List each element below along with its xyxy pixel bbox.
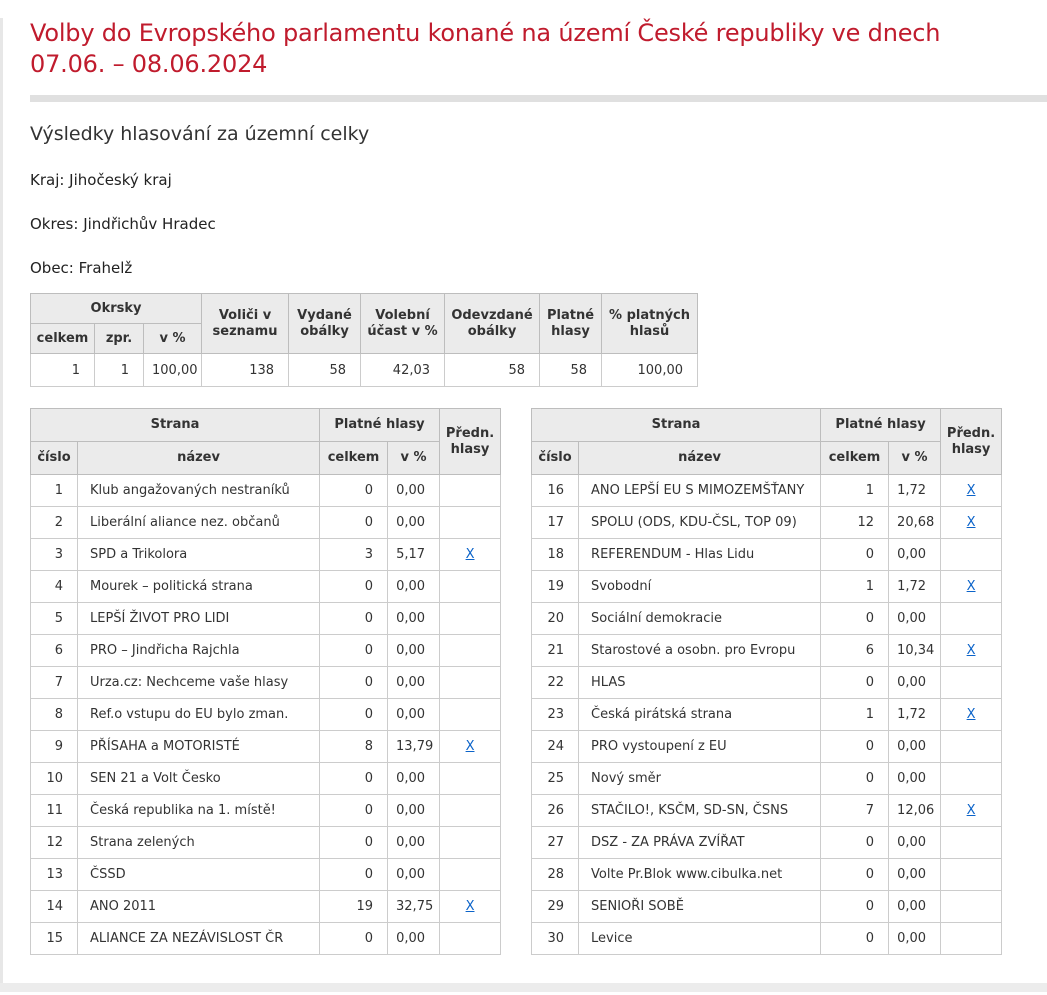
party-number-cell: 22 [532,667,579,699]
party-pct-cell: 0,00 [889,731,941,763]
party-pct-cell: 0,00 [889,763,941,795]
party-name-cell: ANO 2011 [78,891,320,923]
party-name-cell: ALIANCE ZA NEZÁVISLOST ČR [78,923,320,955]
cislo-header: číslo [532,442,579,475]
party-row [31,699,501,731]
preferential-votes-link[interactable]: X [966,707,976,722]
party-pref-cell [941,731,1002,763]
party-pct-cell: 0,00 [889,859,941,891]
okrsky-group-header: Okrsky [31,294,202,324]
party-row [532,763,1002,795]
party-number-cell: 25 [532,763,579,795]
title-divider [30,95,1047,102]
party-pref-cell [440,923,501,955]
volici-v-seznamu-value: 138 [202,354,289,387]
preferential-votes-link[interactable]: X [966,579,976,594]
party-total-cell: 0 [320,571,388,603]
party-name-cell: Liberální aliance nez. občanů [78,507,320,539]
party-name-cell: ANO LEPŠÍ EU S MIMOZEMŠŤANY [579,475,821,507]
party-total-cell: 0 [320,603,388,635]
col-okrsky-zpr: zpr. [95,324,144,354]
party-total-cell: 0 [821,859,889,891]
party-name-cell: Levice [579,923,821,955]
okrsky-zpr-value: 1 [95,354,144,387]
odevzdane-obalky-value: 58 [445,354,540,387]
party-name-cell: PRO vystoupení z EU [579,731,821,763]
party-number-cell: 13 [31,859,78,891]
party-pref-cell [440,795,501,827]
party-number-cell: 18 [532,539,579,571]
party-row [532,731,1002,763]
party-number-cell: 17 [532,507,579,539]
party-number-cell: 24 [532,731,579,763]
party-pct-cell: 0,00 [388,763,440,795]
col-okrsky-v-pct: v % [144,324,202,354]
party-pct-cell: 0,00 [388,795,440,827]
party-pct-cell: 0,00 [388,923,440,955]
party-pct-cell: 0,00 [388,859,440,891]
left-edge-line [0,18,3,992]
party-pref-cell [941,571,1002,603]
party-pref-cell [941,539,1002,571]
party-row [31,763,501,795]
party-total-cell: 0 [821,731,889,763]
party-name-cell: Starostové a osobn. pro Evropu [579,635,821,667]
party-number-cell: 26 [532,795,579,827]
party-row [31,923,501,955]
v-pct-header: v % [388,442,440,475]
col-volebni-ucast: Volební účast v % [361,294,445,354]
party-pct-cell: 0,00 [889,827,941,859]
nazev-header: název [579,442,821,475]
party-total-cell: 0 [821,539,889,571]
okrsky-pct-value: 100,00 [144,354,202,387]
party-pref-cell [440,699,501,731]
party-pct-cell: 10,34 [889,635,941,667]
party-number-cell: 10 [31,763,78,795]
party-number-cell: 27 [532,827,579,859]
celkem-header: celkem [821,442,889,475]
party-pct-cell: 12,06 [889,795,941,827]
party-tables-row [30,408,1047,955]
party-number-cell: 14 [31,891,78,923]
party-pct-cell: 13,79 [388,731,440,763]
party-pct-cell: 5,17 [388,539,440,571]
party-total-cell: 0 [320,763,388,795]
party-number-cell: 15 [31,923,78,955]
party-pct-cell: 1,72 [889,699,941,731]
party-results-table-right [531,408,1002,955]
party-name-cell: REFERENDUM - Hlas Lidu [579,539,821,571]
party-name-cell: Volte Pr.Blok www.cibulka.net [579,859,821,891]
party-pref-cell [440,571,501,603]
party-total-cell: 0 [320,507,388,539]
party-results-table-left [30,408,501,955]
preferential-votes-link[interactable]: X [465,739,475,754]
party-total-cell: 0 [320,827,388,859]
party-pref-cell [440,827,501,859]
party-name-cell: Sociální demokracie [579,603,821,635]
party-pref-cell [941,763,1002,795]
party-total-cell: 0 [320,923,388,955]
party-name-cell: Nový směr [579,763,821,795]
party-number-cell: 23 [532,699,579,731]
party-pref-cell [941,603,1002,635]
party-row [532,827,1002,859]
party-name-cell: SPD a Trikolora [78,539,320,571]
party-pct-cell: 0,00 [889,923,941,955]
cislo-header: číslo [31,442,78,475]
party-pct-cell: 1,72 [889,571,941,603]
region-obec: Obec: Frahelž [30,259,133,277]
party-number-cell: 4 [31,571,78,603]
party-number-cell: 12 [31,827,78,859]
party-row [31,603,501,635]
party-number-cell: 30 [532,923,579,955]
col-platne-hlasy: Platné hlasy [540,294,602,354]
party-name-cell: PŘÍSAHA a MOTORISTÉ [78,731,320,763]
party-row [532,859,1002,891]
party-total-cell: 8 [320,731,388,763]
party-total-cell: 0 [320,635,388,667]
v-pct-header: v % [889,442,941,475]
okrsky-celkem-value: 1 [31,354,95,387]
party-number-cell: 8 [31,699,78,731]
party-row [31,827,501,859]
party-name-cell: ČSSD [78,859,320,891]
col-volici-v-seznamu: Voliči v seznamu [202,294,289,354]
party-pref-cell [440,603,501,635]
party-total-cell: 12 [821,507,889,539]
col-vydane-obalky: Vydané obálky [289,294,361,354]
party-name-cell: Česká pirátská strana [579,699,821,731]
party-number-cell: 16 [532,475,579,507]
party-number-cell: 20 [532,603,579,635]
party-row [31,795,501,827]
page-content [0,18,1047,995]
party-row [532,699,1002,731]
party-pref-cell [941,923,1002,955]
party-pref-cell [440,475,501,507]
party-name-cell: Mourek – politická strana [78,571,320,603]
pct-platnych-hlasu-value: 100,00 [602,354,698,387]
region-kraj: Kraj: Jihočeský kraj [30,171,172,189]
party-pref-cell [440,731,501,763]
party-total-cell: 1 [821,571,889,603]
party-row [532,635,1002,667]
party-row [31,731,501,763]
preferential-votes-link[interactable]: X [966,643,976,658]
party-total-cell: 0 [821,827,889,859]
party-total-cell: 0 [320,699,388,731]
party-pct-cell: 0,00 [889,539,941,571]
party-pref-cell [941,667,1002,699]
party-number-cell: 19 [532,571,579,603]
party-total-cell: 0 [821,763,889,795]
col-pct-platnych-hlasu: % platných hlasů [602,294,698,354]
party-row [31,475,501,507]
party-pref-cell [440,859,501,891]
party-pct-cell: 0,00 [388,571,440,603]
party-pref-cell [440,763,501,795]
party-pct-cell: 0,00 [889,603,941,635]
party-total-cell: 3 [320,539,388,571]
party-name-cell: Klub angažovaných nestraníků [78,475,320,507]
party-pct-cell: 0,00 [388,635,440,667]
party-total-cell: 0 [821,923,889,955]
party-name-cell: Strana zelených [78,827,320,859]
party-name-cell: SEN 21 a Volt Česko [78,763,320,795]
party-number-cell: 21 [532,635,579,667]
party-total-cell: 7 [821,795,889,827]
party-total-cell: 0 [320,795,388,827]
party-row [31,507,501,539]
party-pref-cell [941,827,1002,859]
party-pct-cell: 0,00 [388,827,440,859]
party-total-cell: 0 [821,603,889,635]
preferential-votes-link[interactable]: X [465,547,475,562]
party-row [532,667,1002,699]
party-number-cell: 5 [31,603,78,635]
party-total-cell: 0 [320,667,388,699]
party-name-cell: Urza.cz: Nechceme vaše hlasy [78,667,320,699]
party-pref-cell [941,859,1002,891]
party-pct-cell: 0,00 [388,603,440,635]
party-pref-cell [941,891,1002,923]
party-name-cell: Svobodní [579,571,821,603]
party-row [532,571,1002,603]
party-pref-cell [440,539,501,571]
party-name-cell: SPOLU (ODS, KDU-ČSL, TOP 09) [579,507,821,539]
party-row [532,923,1002,955]
party-total-cell: 6 [821,635,889,667]
party-pref-cell [440,507,501,539]
platne-hlasy-value: 58 [540,354,602,387]
party-row [31,571,501,603]
party-pct-cell: 0,00 [388,507,440,539]
preferential-votes-link[interactable]: X [966,515,976,530]
party-pct-cell: 0,00 [388,667,440,699]
party-number-cell: 3 [31,539,78,571]
col-okrsky-celkem: celkem [31,324,95,354]
party-number-cell: 29 [532,891,579,923]
party-row [31,635,501,667]
party-row [31,667,501,699]
party-number-cell: 6 [31,635,78,667]
party-number-cell: 28 [532,859,579,891]
party-pref-cell [440,891,501,923]
party-row [532,603,1002,635]
party-row [532,795,1002,827]
party-row [532,891,1002,923]
strana-group-header: Strana [31,409,320,442]
party-pref-cell [941,795,1002,827]
party-total-cell: 0 [320,475,388,507]
party-row [532,507,1002,539]
section-title: Výsledky hlasování za územní celky [30,123,370,145]
party-total-cell: 1 [821,475,889,507]
party-row [532,475,1002,507]
party-number-cell: 2 [31,507,78,539]
party-number-cell: 1 [31,475,78,507]
party-name-cell: Česká republika na 1. místě! [78,795,320,827]
party-pct-cell: 0,00 [388,475,440,507]
party-name-cell: LEPŠÍ ŽIVOT PRO LIDI [78,603,320,635]
nazev-header: název [78,442,320,475]
platne-hlasy-group-header: Platné hlasy [821,409,941,442]
party-pref-cell [941,635,1002,667]
preferential-votes-link[interactable]: X [966,803,976,818]
celkem-header: celkem [320,442,388,475]
party-total-cell: 19 [320,891,388,923]
party-pct-cell: 0,00 [889,667,941,699]
turnout-summary-table [30,293,698,387]
party-total-cell: 0 [320,859,388,891]
party-pct-cell: 20,68 [889,507,941,539]
predn-hlasy-header: Předn. hlasy [440,409,501,475]
page-title: Volby do Evropského parlamentu konané na území České republiky ve dnech 07.06. – 08.06.2024 [30,19,941,78]
party-pct-cell: 32,75 [388,891,440,923]
summary-values-row [31,354,698,387]
party-name-cell: PRO – Jindřicha Rajchla [78,635,320,667]
party-name-cell: Ref.o vstupu do EU bylo zman. [78,699,320,731]
party-row [31,539,501,571]
party-pct-cell: 1,72 [889,475,941,507]
party-pct-cell: 0,00 [388,699,440,731]
party-row [532,539,1002,571]
region-okres: Okres: Jindřichův Hradec [30,215,216,233]
party-name-cell: HLAS [579,667,821,699]
col-odevzdane-obalky: Odevzdané obálky [445,294,540,354]
preferential-votes-link[interactable]: X [966,483,976,498]
preferential-votes-link[interactable]: X [465,899,475,914]
party-name-cell: STAČILO!, KSČM, SD-SN, ČSNS [579,795,821,827]
party-total-cell: 1 [821,699,889,731]
party-name-cell: DSZ - ZA PRÁVA ZVÍŘAT [579,827,821,859]
party-number-cell: 11 [31,795,78,827]
volebni-ucast-value: 42,03 [361,354,445,387]
party-row [31,859,501,891]
party-pref-cell [941,507,1002,539]
strana-group-header: Strana [532,409,821,442]
predn-hlasy-header: Předn. hlasy [941,409,1002,475]
vydane-obalky-value: 58 [289,354,361,387]
party-pref-cell [941,699,1002,731]
party-row [31,891,501,923]
party-pct-cell: 0,00 [889,891,941,923]
platne-hlasy-group-header: Platné hlasy [320,409,440,442]
party-total-cell: 0 [821,891,889,923]
bottom-strip [0,983,1047,992]
party-total-cell: 0 [821,667,889,699]
party-pref-cell [440,667,501,699]
party-number-cell: 9 [31,731,78,763]
party-name-cell: SENIOŘI SOBĚ [579,891,821,923]
party-pref-cell [440,635,501,667]
party-pref-cell [941,475,1002,507]
party-number-cell: 7 [31,667,78,699]
